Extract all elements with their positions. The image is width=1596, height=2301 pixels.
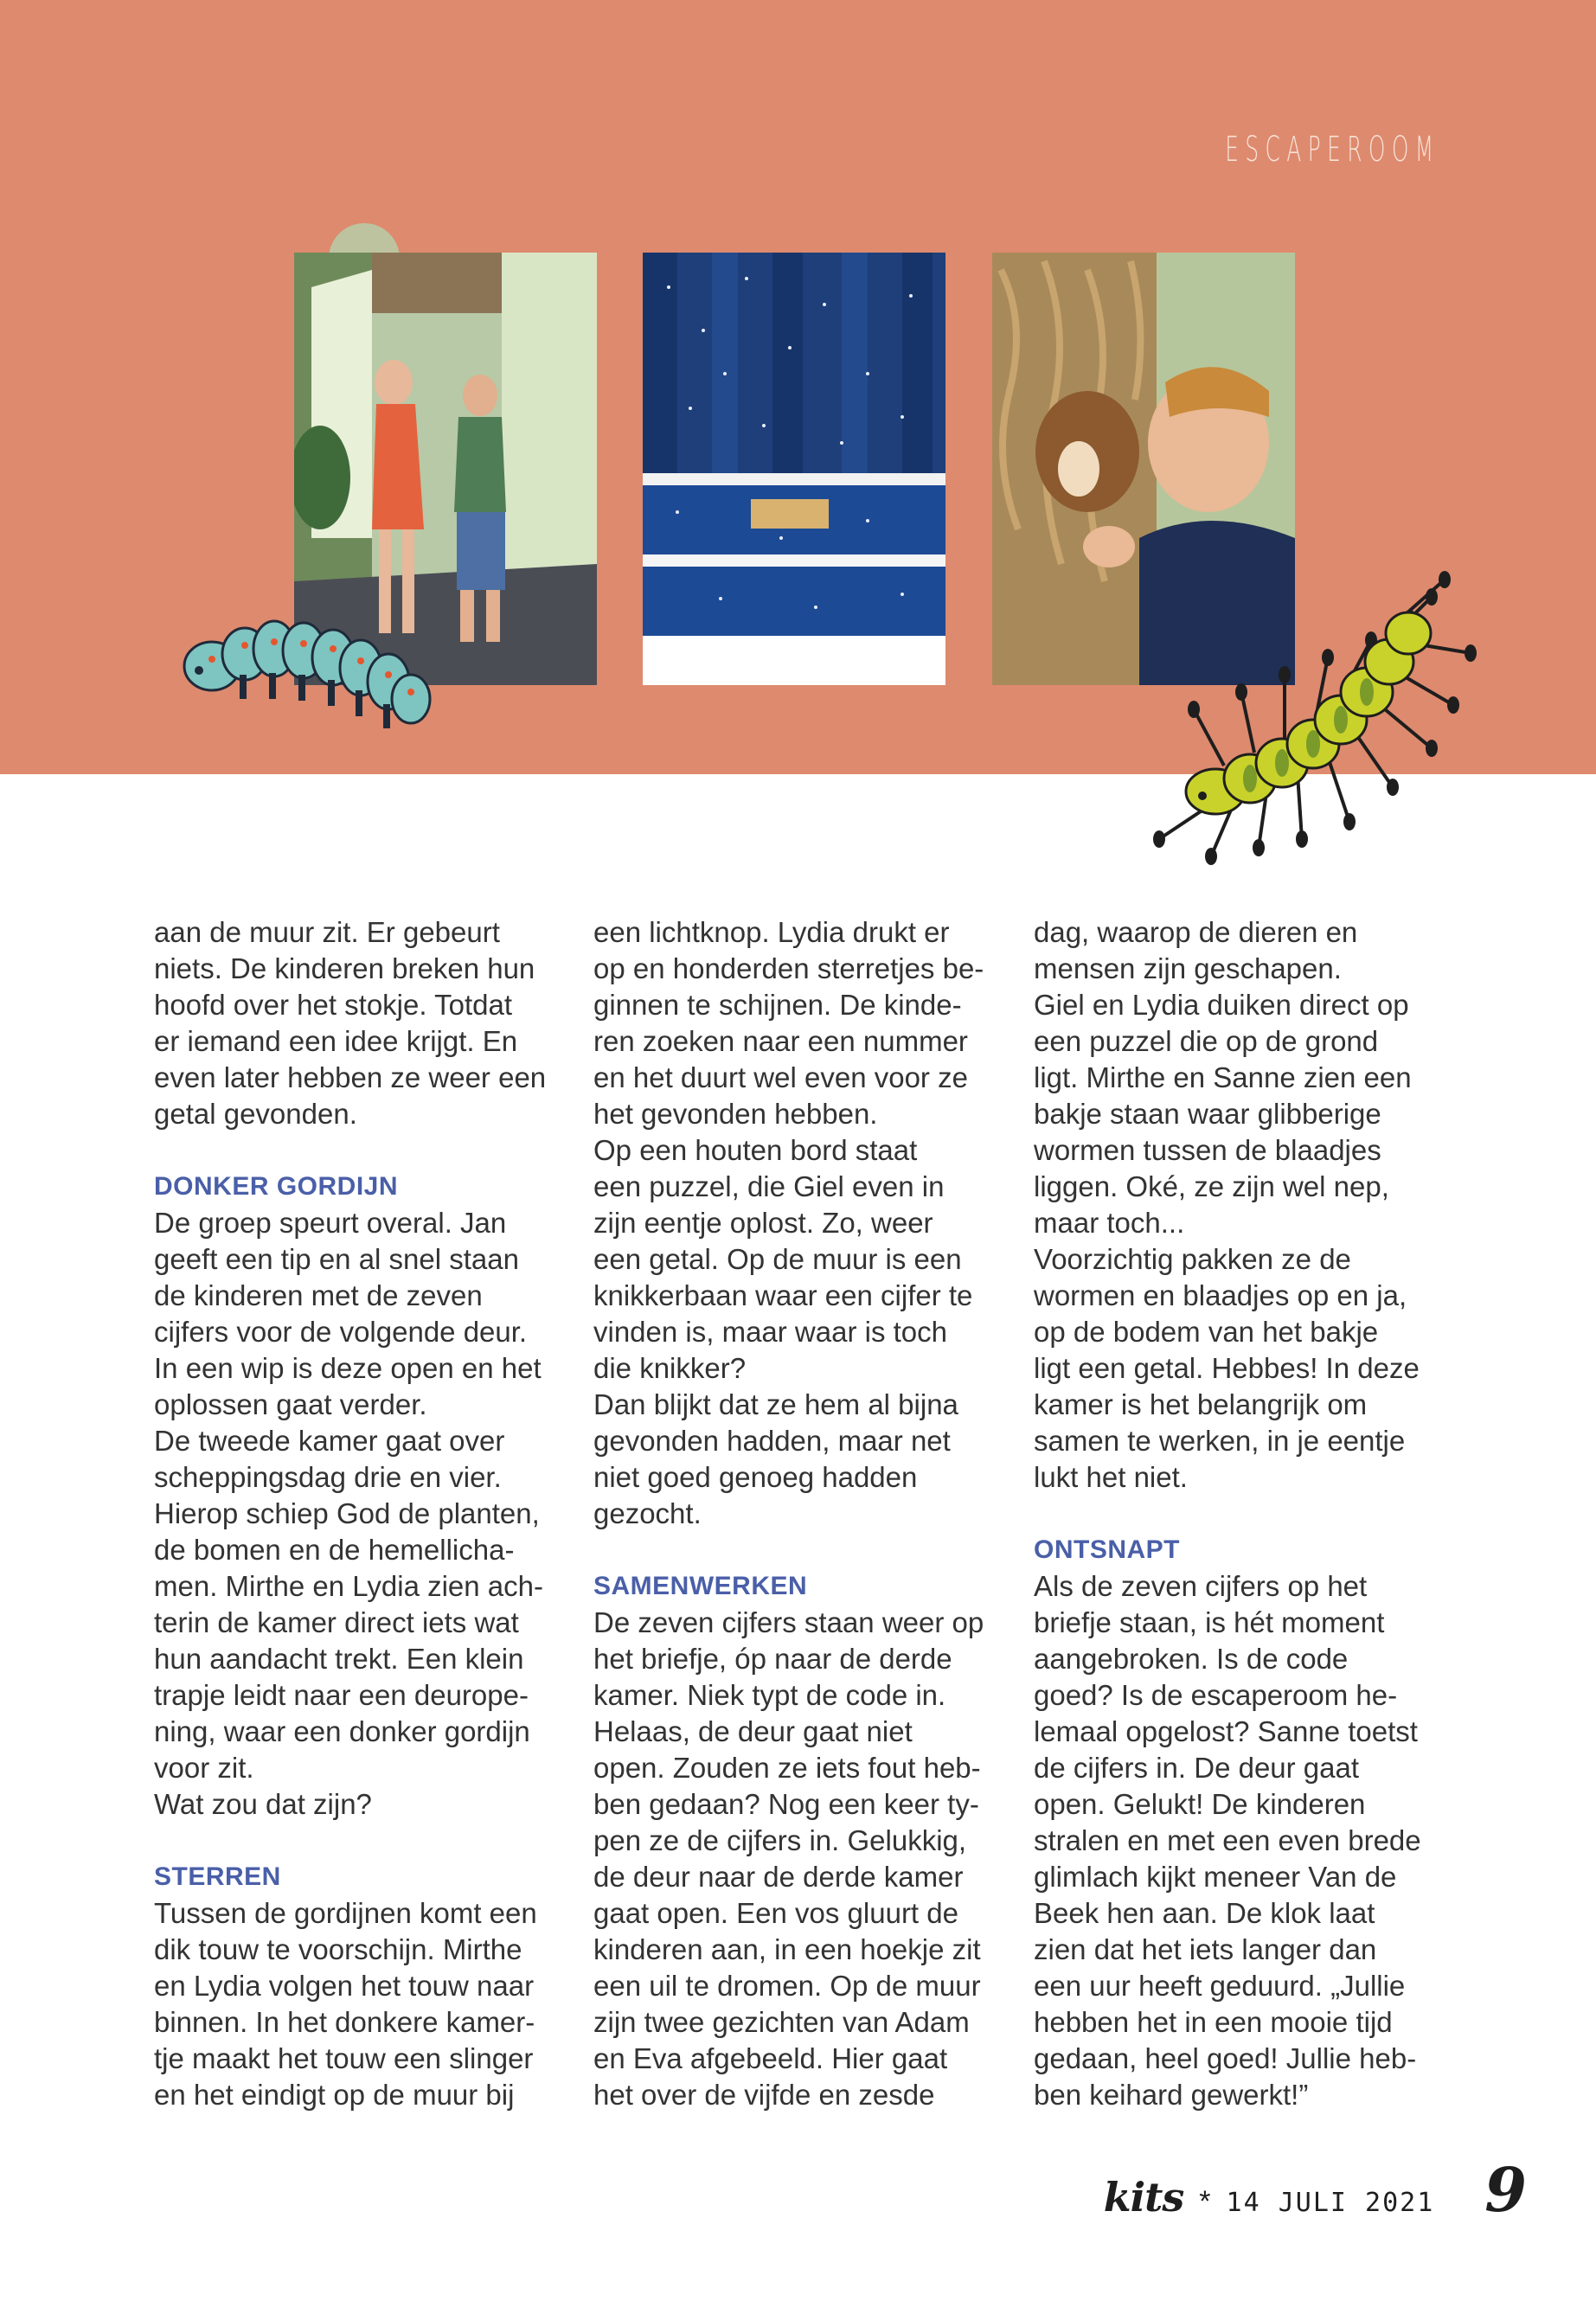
blue-caterpillar-illustration xyxy=(177,597,437,744)
column-2-intro: een lichtknop. Lydia drukt er op en honderden sterretjes be- ginnen te schijnen. De kinde- ren zoeken naar een nummer en het duurt wel even voor ze het gevonden hebben. Op een houten bord staat een puzzel, die Giel even in zijn eentje oplost. Zo, weer een getal. Op de muur is een knikkerbaan waar een cijfer te vinden is, maar waar is toch die knikker? Dan blijkt dat ze hem al bijna gevonden hadden, maar net niet goed genoeg hadden gezocht. xyxy=(593,916,984,1529)
magazine-brand: kits xyxy=(1103,2174,1184,2221)
heading-sterren: STERREN xyxy=(154,1862,281,1891)
column-1-intro: aan de muur zit. Er gebeurt niets. De kinderen breken hun hoofd over het stokje. Totdat er iemand een idee krijgt. En even later hebben ze weer een getal gevonden. xyxy=(154,916,547,1130)
heading-donker-gordijn: DONKER GORDIJN xyxy=(154,1172,399,1201)
section-label: ESCAPEROOM xyxy=(1225,130,1440,170)
article-column-1 xyxy=(154,914,561,2113)
green-caterpillar-illustration xyxy=(1081,545,1479,874)
footer-separator: * xyxy=(1199,2185,1211,2218)
page-footer xyxy=(1103,2154,1527,2226)
column-3-intro: dag, waarop de dieren en mensen zijn geschapen. Giel en Lydia duiken direct op een puzzel die op de grond ligt. Mirthe en Sanne zien een bakje staan waar glibberige wormen tussen de blaadjes liggen. Oké, ze zijn wel nep, maar toch... Voorzichtig pakken ze de wormen en blaadjes op en ja, op de bodem van het bakje ligt een getal. Hebbes! In deze kamer is het belangrijk om samen te werken, in je eentje lukt het niet. xyxy=(1034,916,1420,1493)
article-column-2 xyxy=(593,914,1000,2113)
column-1-body-1: De groep speurt overal. Jan geeft een tip en al snel staan de kinderen met de zeven cijfers voor de volgende deur. In een wip is deze open en het oplossen gaat verder. De tweede kamer gaat over scheppingsdag drie en vier. Hierop schiep God de planten, de bomen en de hemellicha- men. Mirthe en Lydia zien ach- terin de kamer direct iets wat hun aandacht trekt. Een klein trapje leidt naar een deurope- ning, waar een donker gordijn voor zit. Wat zou dat zijn? xyxy=(154,1207,543,1820)
column-3-body-1: Als de zeven cijfers op het briefje staan, is hét moment aangebroken. Is de code goed? Is de escaperoom he- lemaal opgelost? Sanne toetst de cijfers in. De deur gaat open. Gelukt! De kinderen stralen en met een even brede glimlach kijkt meneer Van de Beek hen aan. De klok laat zien dat het iets langer dan een uur heeft geduurd. „Jullie hebben het in een mooie tijd gedaan, heel goed! Jullie heb- ben keihard gewerkt!” xyxy=(1034,1570,1421,2111)
heading-ontsnapt: ONTSNAPT xyxy=(1034,1535,1180,1564)
issue-date: 14 JULI 2021 xyxy=(1226,2188,1435,2218)
heading-samenwerken: SAMENWERKEN xyxy=(593,1572,808,1600)
column-2-body-1: De zeven cijfers staan weer op het briefje, óp naar de derde kamer. Niek typt de code in. Helaas, de deur gaat niet open. Zouden ze iets fout heb- ben gedaan? Nog een keer ty- pen ze de cijfers in. Gelukkig, de deur naar de derde kamer gaat open. Een vos gluurt de kinderen aan, in een hoekje zit een uil te dromen. Op de muur zijn twee gezichten van Adam en Eva afgebeeld. Hier gaat het over de vijfde en zesde xyxy=(593,1606,984,2111)
page-number: 9 xyxy=(1484,2154,1527,2226)
photo-dark-curtain-with-stars xyxy=(643,253,945,685)
column-1-body-2: Tussen de gordijnen komt een dik touw te voorschijn. Mirthe en Lydia volgen het touw naar binnen. In het donkere kamer- tje maakt het touw een slinger en het eindigt op de muur bij xyxy=(154,1897,537,2111)
article-column-3 xyxy=(1034,914,1440,2113)
